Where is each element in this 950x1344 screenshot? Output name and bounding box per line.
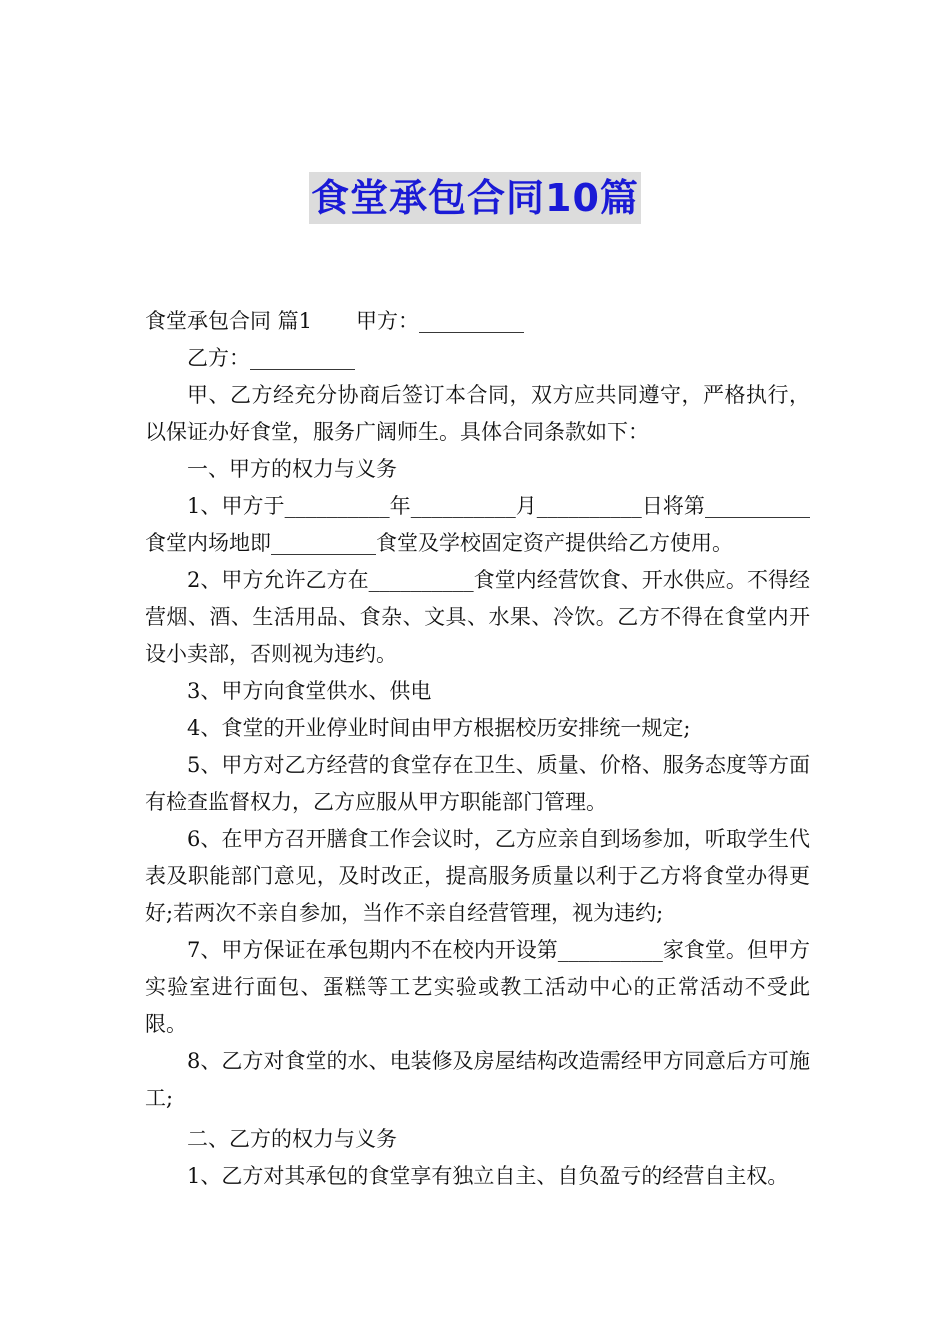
contract-heading: 食堂承包合同 篇1	[145, 309, 313, 333]
clause-a-1: 1、甲方于__________年__________月__________日将第__________食堂内场地即__________食堂及学校固定资产提供给乙方使用。	[145, 494, 810, 555]
clause-a-2: 2、甲方允许乙方在__________食堂内经营饮食、开水供应。不得经营烟、酒、生活用品、食杂、文具、水果、冷饮。乙方不得在食堂内开设小卖部，否则视为违约。	[145, 568, 810, 666]
clause-a-6: 6、在甲方召开膳食工作会议时，乙方应亲自到场参加，听取学生代表及职能部门意见，及时改正，提高服务质量以利于乙方将食堂办得更好;若两次不亲自参加，当作不亲自经营管理，视为违约;	[145, 827, 810, 925]
clause-a-4: 4、食堂的开业停业时间由甲方根据校历安排统一规定;	[187, 716, 691, 740]
clause-b-1: 1、乙方对其承包的食堂享有独立自主、自负盈亏的经营自主权。	[187, 1164, 789, 1188]
contract-heading-line	[145, 303, 810, 340]
document-body	[145, 303, 810, 1195]
document-title: 食堂承包合同10篇	[309, 172, 641, 224]
clause-a-7: 7、甲方保证在承包期内不在校内开设第__________家食堂。但甲方实验室进行面包、蛋糕等工艺实验或教工活动中心的正常活动不受此限。	[145, 938, 810, 1036]
paragraph-intro: 甲、乙方经充分协商后签订本合同，双方应共同遵守，严格执行，以保证办好食堂，服务广阔师生。具体合同条款如下：	[145, 383, 810, 444]
party-b-line: 乙方：__________	[187, 346, 355, 370]
clause-a-3: 3、甲方向食堂供水、供电	[187, 679, 432, 703]
title-container	[0, 172, 950, 224]
clause-a-8: 8、乙方对食堂的水、电装修及房屋结构改造需经甲方同意后方可施工;	[145, 1049, 810, 1110]
section-heading-party-a: 一、甲方的权力与义务	[187, 457, 397, 481]
clause-a-5: 5、甲方对乙方经营的食堂存在卫生、质量、价格、服务态度等方面有检查监督权力，乙方应服从甲方职能部门管理。	[145, 753, 810, 814]
section-heading-party-b: 二、乙方的权力与义务	[187, 1127, 397, 1151]
party-a-line: 甲方：__________	[356, 309, 525, 333]
